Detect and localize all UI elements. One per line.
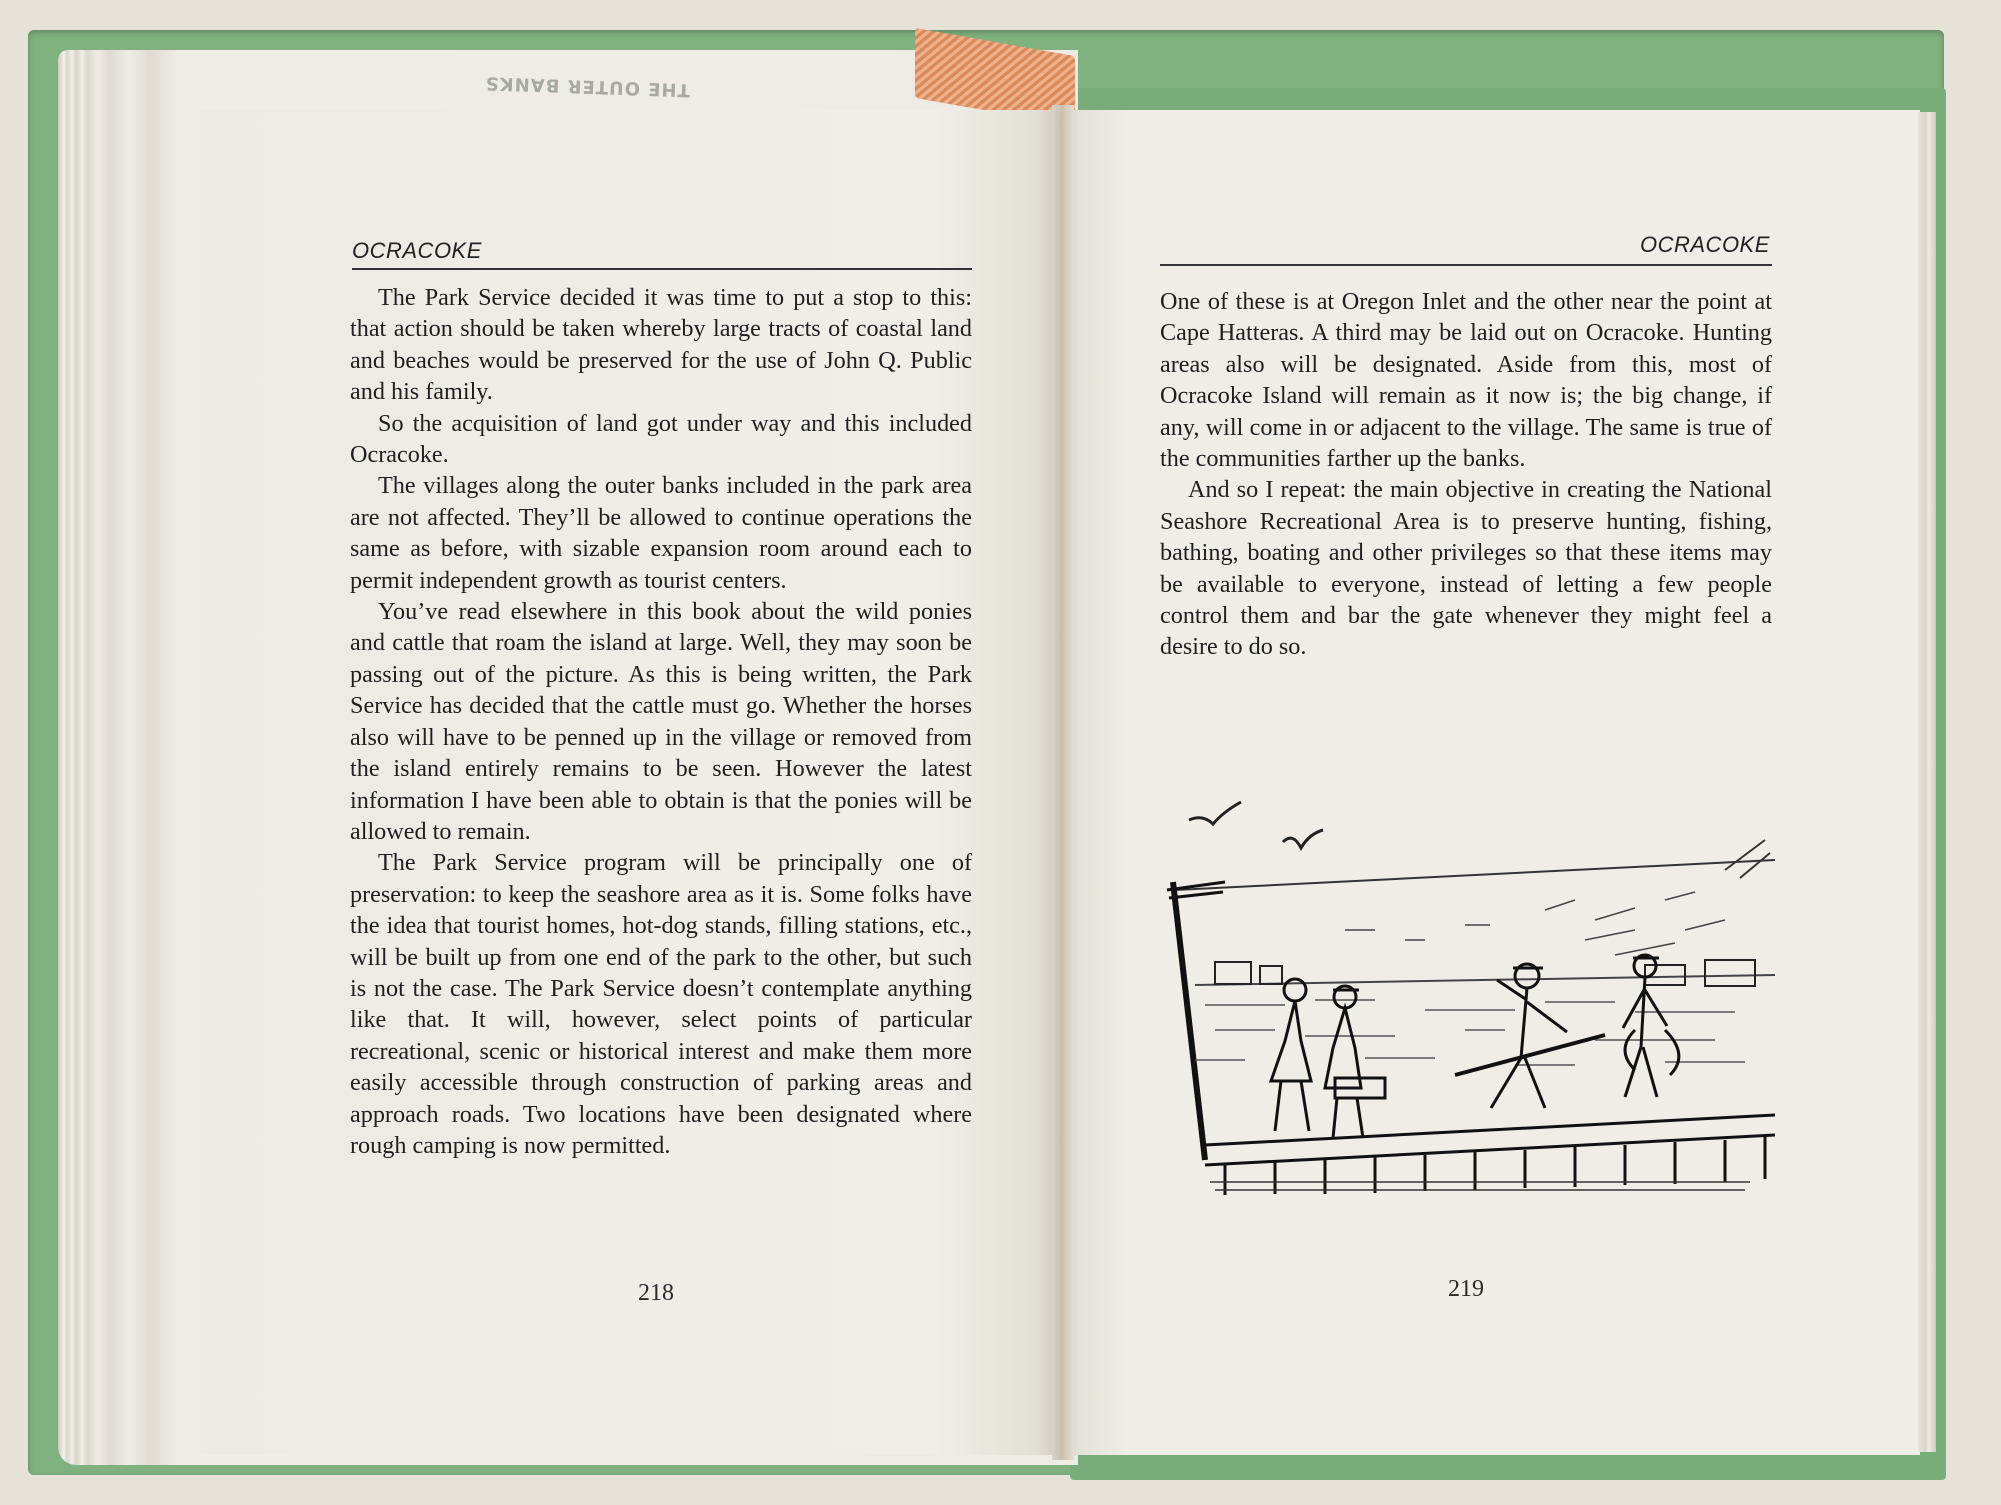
left-running-head: OCRACOKE xyxy=(352,238,482,263)
left-paragraph-3: The villages along the outer banks included in the park area are not affected. They’ll be allowed to continue operations the same as before, with sizable expansion room around each to permit independent growth as tourist centers. xyxy=(350,472,972,594)
left-paragraph-5: The Park Service program will be principally one of preservation: to keep the seashore area as it is. Some folks have the idea that tourist homes, hot-dog stands, filling stations, etc., will be built up from one end of the park to the other, but such is not the case. The Park Service doesn’t contemplate anything like that. It will, however, select points of particular recreational, scenic or historical interest and make them more easily accessible through construction of parking areas and approach roads. Two locations have been designated where rough camping is now permitted. xyxy=(350,849,972,1159)
right-paragraph-1: One of these is at Oregon Inlet and the other near the point at Cape Hatteras. A third may be laid out on Ocracoke. Hunting areas also will be designated. Aside from this, most of Ocracoke Island will remain as it now is; the big change, if any, will come in or adjacent to the village. The same is true of the communities farther up the banks. xyxy=(1160,288,1772,473)
dock-scene-illustration xyxy=(1165,790,1775,1200)
left-header-rule xyxy=(352,268,972,270)
right-body-text xyxy=(1160,286,1772,663)
wooden-dock-illustration xyxy=(1205,1115,1775,1195)
right-header-rule xyxy=(1160,264,1772,266)
left-page-number: 218 xyxy=(638,1280,674,1306)
gull-illustration xyxy=(1189,802,1241,824)
spine-lettering: THE OUTER BANKS xyxy=(484,72,691,101)
utility-pole-illustration xyxy=(1173,882,1205,1160)
right-paragraph-2: And so I repeat: the main objective in creating the National Seashore Recreational Area is to preserve hunting, fishing, bathing, boating and other privileges so that these items may be available to everyone, instead of letting a few people control them and bar the gate whenever they might feel a desire to do so. xyxy=(1160,476,1772,661)
left-paragraph-2: So the acquisition of land got under way and this included Ocracoke. xyxy=(350,409,972,469)
gutter xyxy=(1052,105,1074,1460)
gull-illustration xyxy=(1283,830,1323,848)
left-paragraph-1: The Park Service decided it was time to put a stop to this: that action should be taken whereby large tracts of coastal land and beaches would be preserved for the use of John Q. Public and his family. xyxy=(350,284,972,406)
left-paragraph-4: You’ve read elsewhere in this book about the wild ponies and cattle that roam the island at large. Well, they may soon be passing out of the picture. As this is being written, the Park Service has decided that the cattle must go. Whether the horses also will have to be penned up in the village or removed from the island entirely remains to be seen. However the latest information I have been able to obtain is that the ponies will be allowed to remain. xyxy=(350,598,972,845)
fore-edge-right xyxy=(1918,112,1936,1452)
left-body-text xyxy=(350,282,972,1161)
right-running-head: OCRACOKE xyxy=(1640,232,1770,257)
right-page-number: 219 xyxy=(1448,1276,1484,1302)
